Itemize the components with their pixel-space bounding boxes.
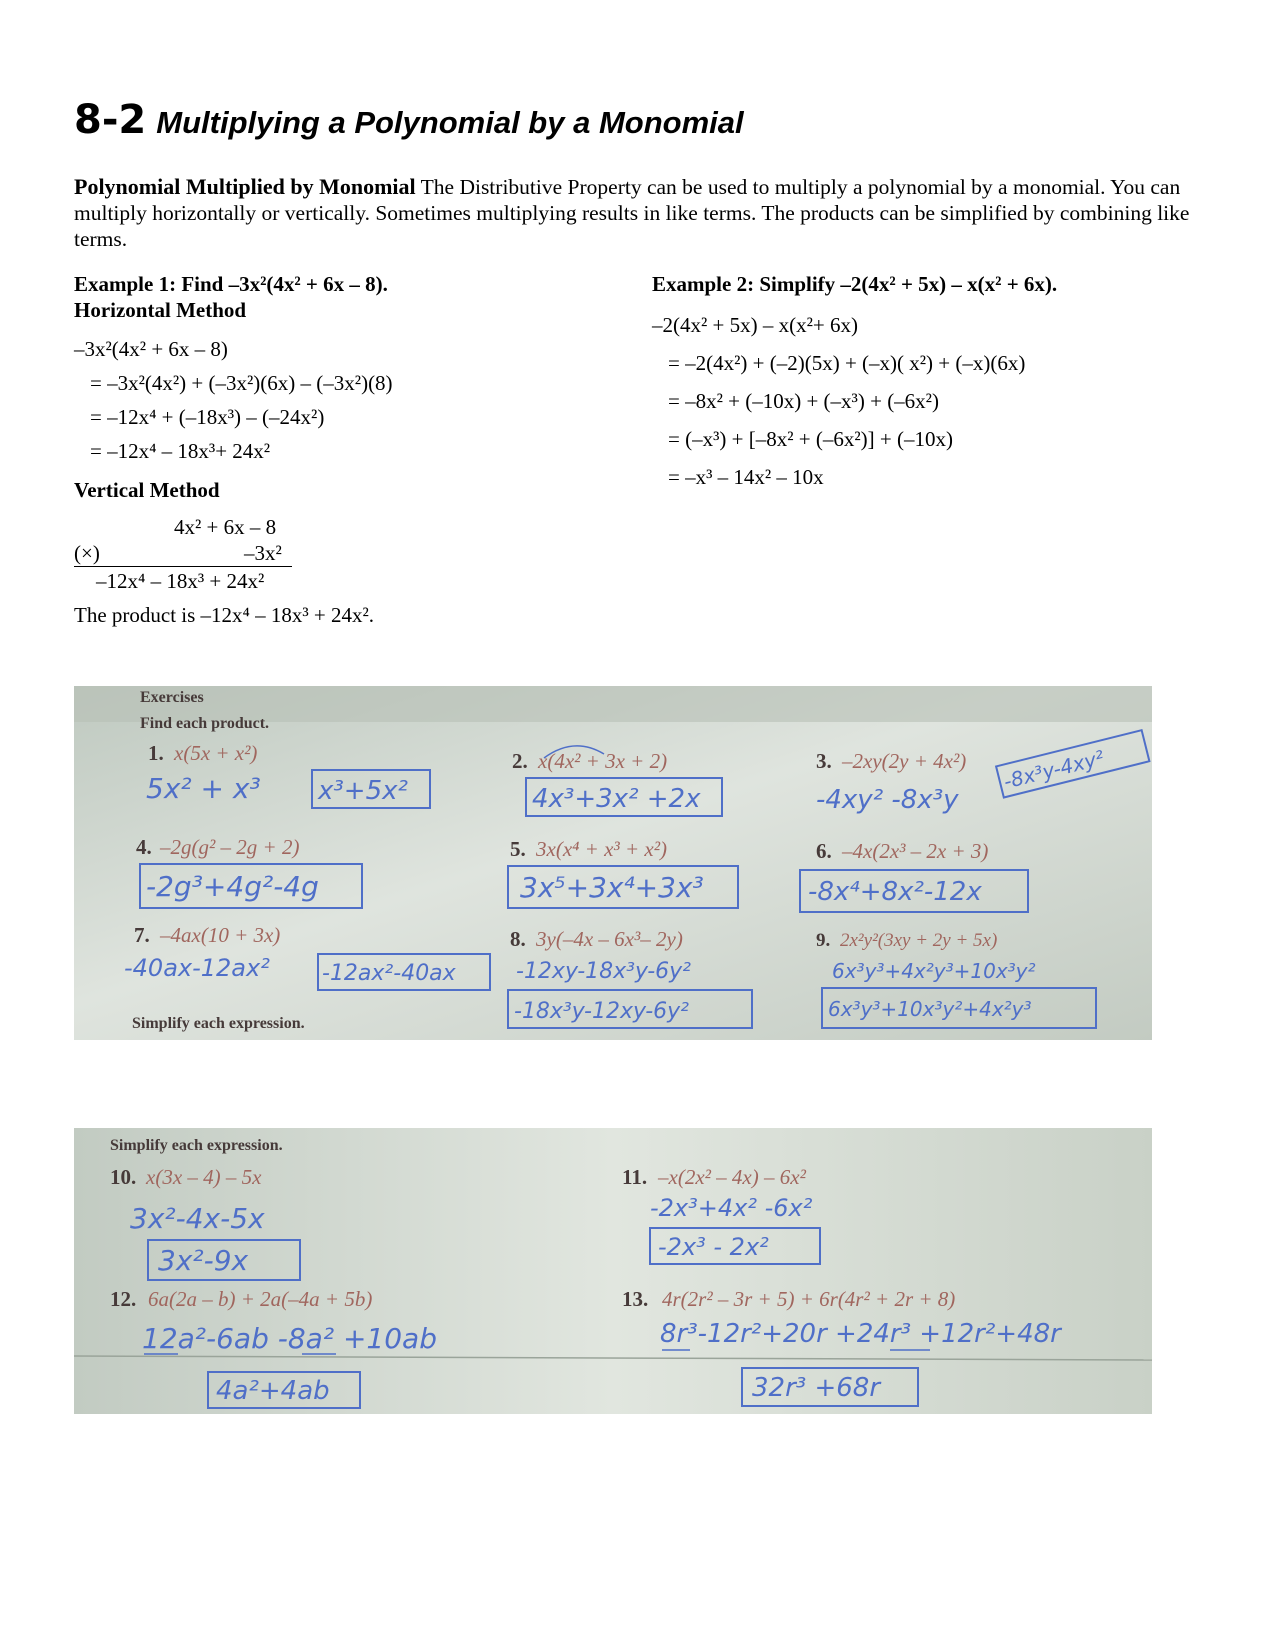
intro-heading: Polynomial Multiplied by Monomial [74, 174, 416, 199]
problem-expression: 2x²y²(3xy + 2y + 5x) [840, 930, 998, 951]
handwritten-answer: -2g³+4g²-4g [146, 870, 319, 903]
lesson-title: Multiplying a Polynomial by a Monomial [156, 105, 744, 140]
example1-conclusion: The product is –12x⁴ – 18x³ + 24x². [74, 603, 375, 627]
example2-line: = –x³ – 14x² – 10x [668, 465, 824, 489]
problem-label: 10. [110, 1165, 137, 1189]
handwritten-answer: -8x⁴+8x²-12x [808, 877, 982, 907]
photo-footer-text: Simplify each expression. [132, 1015, 305, 1032]
vertical-result: –12x⁴ – 18x³ + 24x² [96, 569, 265, 593]
handwritten-answer: 32r³ +68r [752, 1373, 881, 1403]
handwritten-work: -12xy-18x³y-6y² [516, 959, 691, 984]
handwritten-answer: -2x³ - 2x² [658, 1233, 769, 1261]
problem-expression: x(4x² + 3x + 2) [538, 749, 668, 773]
handwritten-answer: 4a²+4ab [216, 1376, 330, 1406]
example1-line: = –3x²(4x²) + (–3x²)(6x) – (–3x²)(8) [90, 371, 393, 395]
problem-expression: 3y(–4x – 6x³– 2y) [536, 927, 683, 951]
problem-expression: x(5x + x²) [174, 741, 258, 765]
handwritten-answer: x³+5x² [318, 776, 408, 806]
vertical-method-heading: Vertical Method [74, 478, 220, 502]
simplify-photo-canvas [74, 1128, 1152, 1414]
example2-line: = –2(4x²) + (–2)(5x) + (–x)( x²) + (–x)(6x) [668, 351, 1026, 375]
exercises-photo [74, 686, 1152, 1040]
problem-expression: –x(2x² – 4x) – 6x² [658, 1165, 806, 1189]
problem-label: 12. [110, 1287, 137, 1311]
intro-paragraph [74, 174, 1204, 252]
problem-label: 11. [622, 1165, 648, 1189]
problem-expression: x(3x – 4) – 5x [146, 1165, 262, 1189]
problem-expression: 3x(x⁴ + x³ + x²) [536, 837, 668, 861]
problem-label: 7. [134, 923, 150, 947]
problem-label: 9. [816, 930, 831, 951]
vertical-top-row: 4x² + 6x – 8 [174, 515, 277, 539]
handwritten-work: 6x³y³+4x²y³+10x³y² [832, 959, 1036, 983]
simplify-photo [74, 1128, 1152, 1414]
handwritten-answer: 6x³y³+10x³y²+4x²y³ [828, 997, 1032, 1021]
handwritten-work: 12a²-6ab -8a² +10ab [142, 1322, 437, 1355]
horizontal-method-heading: Horizontal Method [74, 298, 247, 322]
problem-expression: –4ax(10 + 3x) [160, 923, 281, 947]
handwritten-answer: 3x⁵+3x⁴+3x³ [520, 871, 704, 904]
example2-line: = –8x² + (–10x) + (–x³) + (–6x²) [668, 389, 939, 413]
vertical-multiplier: –3x² [244, 541, 282, 565]
handwritten-answer: -18x³y-12xy-6y² [514, 999, 689, 1024]
simplify-heading: Simplify each expression. [110, 1137, 283, 1154]
example1-line: = –12x⁴ + (–18x³) – (–24x²) [90, 405, 325, 429]
problem-label: 3. [816, 749, 832, 773]
handwritten-work: 3x²-4x-5x [130, 1202, 265, 1235]
vertical-rule [74, 566, 292, 567]
problem-expression: 6a(2a – b) + 2a(–4a + 5b) [148, 1287, 373, 1311]
vertical-sign: (×) [74, 541, 100, 565]
page-title [74, 96, 744, 147]
exercises-heading: Exercises [140, 689, 204, 706]
problem-label: 5. [510, 837, 526, 861]
problem-expression: –2g(g² – 2g + 2) [160, 835, 300, 859]
handwritten-work: 8r³-12r²+20r +24r³ +12r²+48r [660, 1319, 1061, 1349]
problem-label: 1. [148, 741, 164, 765]
problem-expression: 4r(2r² – 3r + 5) + 6r(4r² + 2r + 8) [662, 1287, 956, 1311]
problem-label: 4. [136, 835, 152, 859]
example1-line: –3x²(4x² + 6x – 8) [74, 337, 228, 361]
example2-line: –2(4x² + 5x) – x(x²+ 6x) [652, 313, 859, 337]
problem-expression: –4x(2x³ – 2x + 3) [842, 839, 989, 863]
handwritten-answer: -8x³y-4xy² [1001, 745, 1107, 794]
handwritten-work: -40ax-12ax² [124, 954, 270, 982]
intro-body: The Distributive Property can be used to multiply a polynomial by a monomial. You can multiply horizontally or vertically. Sometimes multiplying results in like terms. The products can be simplified by combining like terms. [74, 175, 1190, 251]
handwritten-answer: 4x³+3x² +2x [532, 784, 701, 814]
problem-label: 8. [510, 927, 526, 951]
lesson-number: 8-2 [74, 97, 147, 143]
handwritten-answer: 3x²-9x [158, 1244, 249, 1277]
example1-line: = –12x⁴ – 18x³+ 24x² [90, 439, 271, 463]
example1-heading: Example 1: Find –3x²(4x² + 6x – 8). [74, 272, 388, 296]
example2-line: = (–x³) + [–8x² + (–6x²)] + (–10x) [668, 427, 953, 451]
handwritten-work: -2x³+4x² -6x² [650, 1194, 813, 1222]
problem-label: 13. [622, 1287, 649, 1311]
problem-label: 6. [816, 839, 832, 863]
handwritten-answer: -12ax²-40ax [322, 961, 456, 986]
problem-expression: –2xy(2y + 4x²) [842, 749, 967, 773]
exercises-photo-canvas [74, 686, 1152, 1040]
exercises-subheading: Find each product. [140, 715, 270, 732]
handwritten-work: -4xy² -8x³y [816, 785, 959, 815]
handwritten-work: 5x² + x³ [146, 772, 261, 805]
problem-label: 2. [512, 749, 528, 773]
example2-heading: Example 2: Simplify –2(4x² + 5x) – x(x² + 6x). [652, 272, 1058, 296]
